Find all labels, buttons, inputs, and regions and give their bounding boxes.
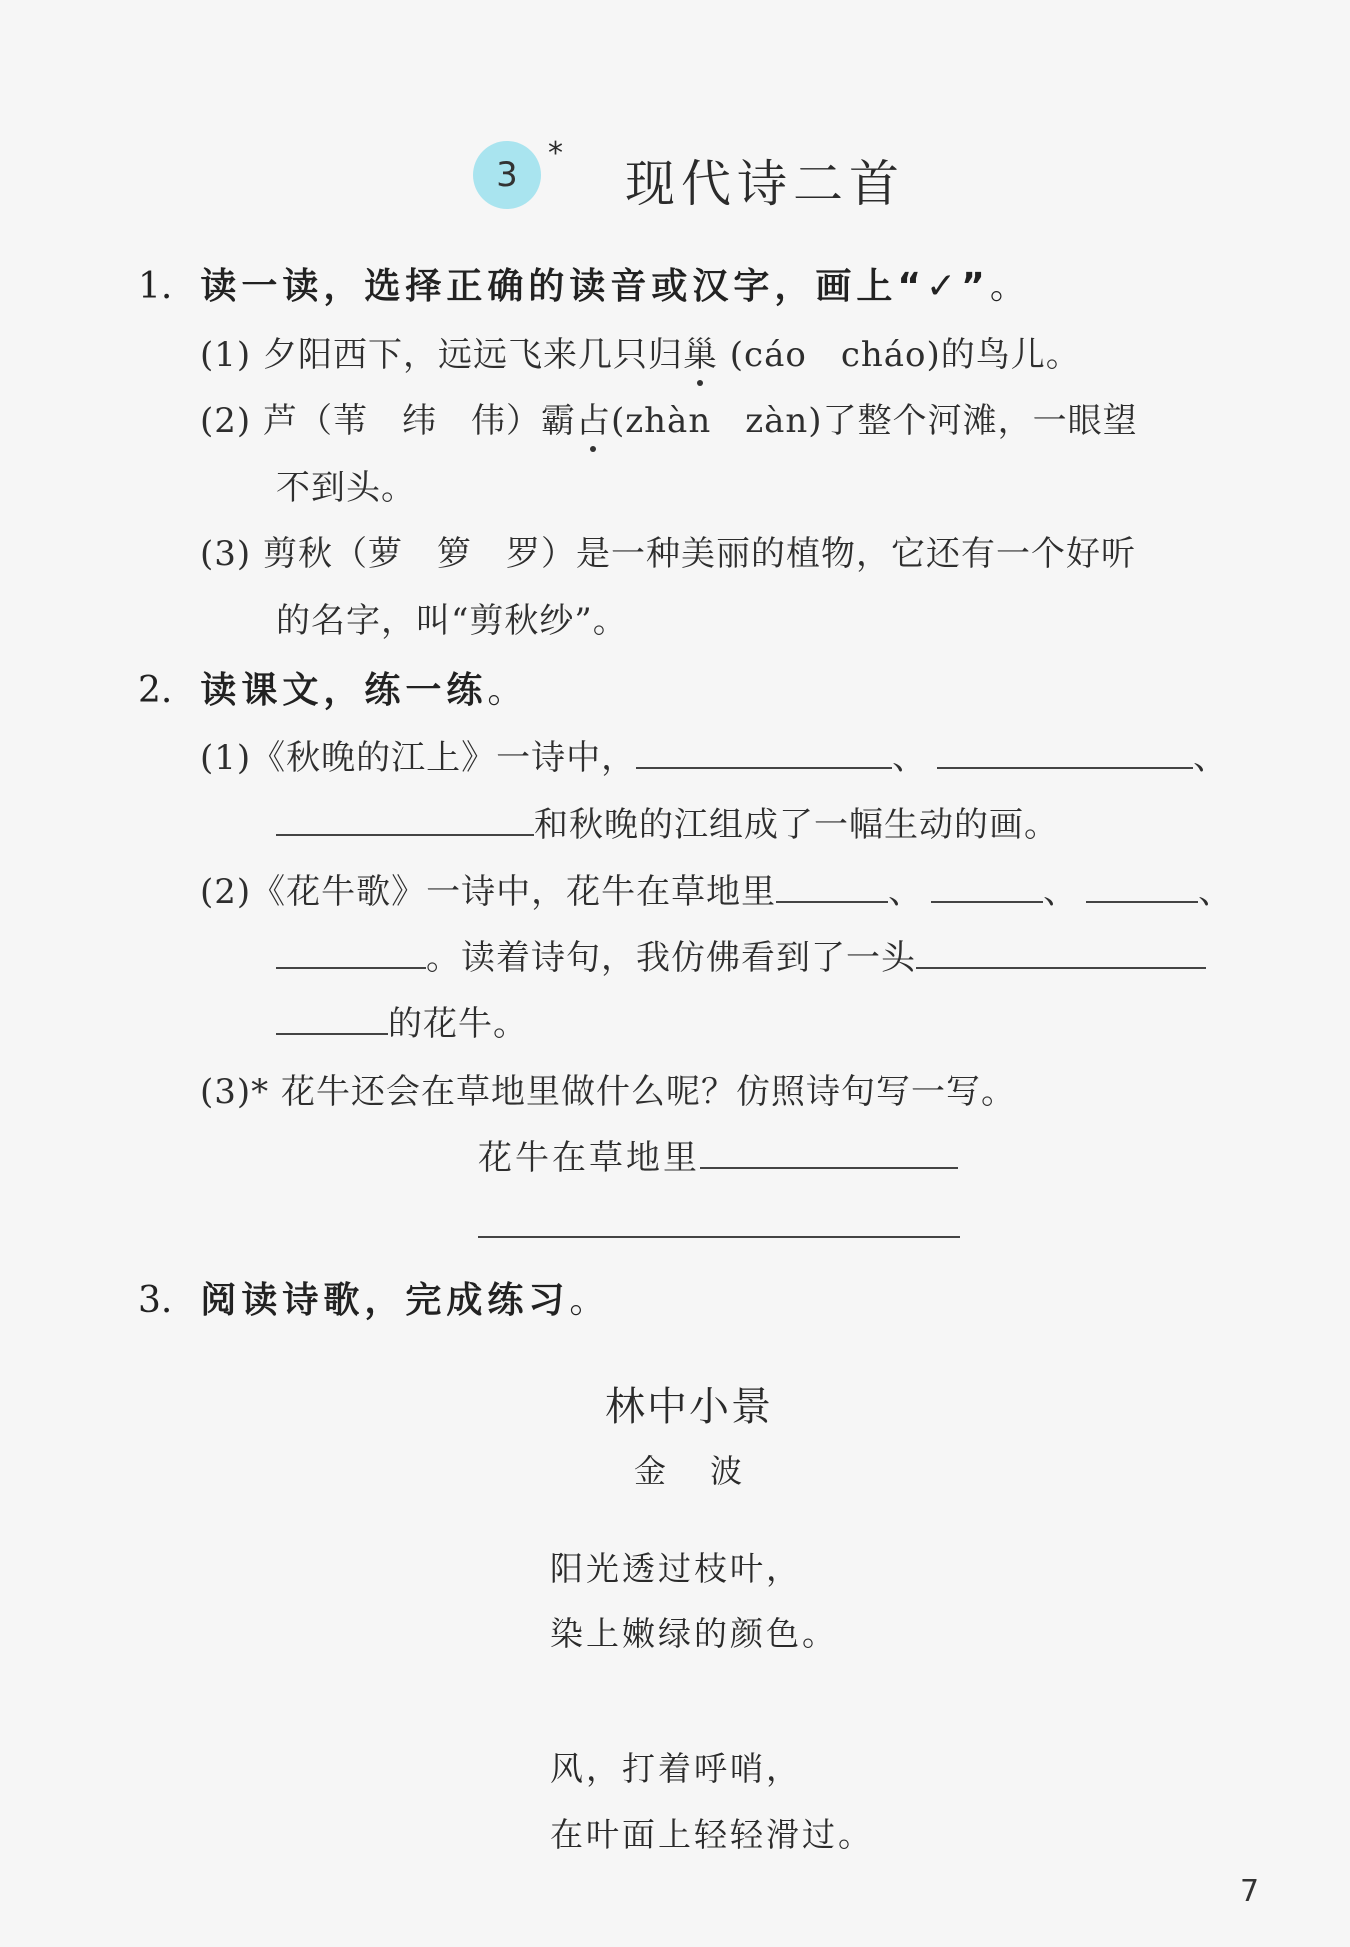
prompt-text: 花牛在草地里 — [478, 1138, 700, 1178]
answer-blank[interactable] — [700, 1137, 958, 1169]
item-text: (1)《秋晚的江上》一诗中， — [200, 738, 637, 778]
separator: 、 — [1193, 738, 1229, 778]
item-text: 。读着诗句，我仿佛看到了一头 — [426, 938, 916, 978]
question-tail: 。 — [989, 266, 1031, 307]
question-number: 2. — [138, 670, 173, 711]
poem-title: 林中小景 — [605, 1384, 773, 1430]
question-tail: 。 — [487, 670, 529, 711]
pinyin-option-2[interactable]: zàn) — [745, 401, 823, 441]
poem-line: 在叶面上轻轻滑过。 — [550, 1815, 874, 1854]
q1-item-1 — [200, 327, 1081, 376]
q2-item-2 — [200, 864, 1233, 913]
item-text: (1) 夕阳西下，远远飞来几只归 — [200, 335, 683, 375]
char-option-3[interactable]: 伟）霸 — [470, 401, 576, 441]
char-option-3[interactable]: 罗）是一种美丽的植物，它还有一个好听 — [505, 534, 1136, 574]
answer-line[interactable] — [478, 1236, 960, 1238]
poem-line: 风，打着呼哨， — [550, 1749, 802, 1788]
poem-line: 阳光透过枝叶， — [550, 1549, 802, 1588]
question-2-heading — [138, 662, 528, 713]
poem-author — [634, 1446, 742, 1492]
question-text: 阅读诗歌，完成练习 — [200, 1280, 570, 1321]
lesson-number-badge: 3 — [473, 141, 541, 209]
author-name-part: 波 — [710, 1452, 743, 1490]
char-option-1[interactable]: (2) 芦（苇 — [200, 401, 368, 441]
item-text-end: 的鸟儿。 — [940, 335, 1081, 375]
author-name-part: 金 — [634, 1452, 667, 1490]
q2-item-1-continued — [276, 797, 1059, 846]
answer-blank[interactable] — [276, 804, 534, 836]
answer-blank[interactable] — [636, 737, 892, 769]
question-3-heading — [138, 1272, 610, 1323]
question-number: 1. — [138, 266, 173, 307]
answer-blank[interactable] — [276, 1003, 388, 1035]
question-text: 读课文，练一练 — [200, 670, 488, 711]
pinyin-option-1[interactable]: (cáo — [729, 335, 807, 375]
answer-blank[interactable] — [931, 871, 1043, 903]
question-text: 读一读，选择正确的读音或汉字，画上“✓” — [200, 266, 990, 307]
question-number: 3. — [138, 1280, 173, 1321]
separator: 、 — [892, 738, 928, 778]
char-option-2[interactable]: 纬 — [401, 401, 437, 441]
answer-blank[interactable] — [937, 737, 1193, 769]
page-number: 7 — [1240, 1874, 1260, 1909]
answer-blank[interactable] — [276, 937, 426, 969]
item-text: (2)《花牛歌》一诗中，花牛在草地里 — [200, 872, 777, 912]
separator: 、 — [1043, 872, 1079, 912]
q2-item-2-continued — [276, 930, 1206, 979]
item-text: 和秋晚的江组成了一幅生动的画。 — [534, 805, 1059, 845]
dotted-character: 巢 — [683, 327, 718, 376]
separator: 、 — [1198, 872, 1234, 912]
question-tail: 。 — [569, 1280, 611, 1321]
lesson-title: 现代诗二首 — [625, 155, 905, 213]
poem-line: 染上嫩绿的颜色。 — [550, 1614, 838, 1653]
q2-item-3-prompt — [478, 1130, 958, 1179]
separator: 、 — [888, 872, 924, 912]
q1-item-3 — [200, 526, 1136, 575]
answer-blank[interactable] — [776, 871, 888, 903]
char-option-2[interactable]: 箩 — [436, 534, 472, 574]
q2-item-1 — [200, 730, 1228, 779]
optional-lesson-star: * — [548, 136, 563, 171]
q1-item-2 — [200, 393, 1138, 442]
answer-blank[interactable] — [1086, 871, 1198, 903]
question-1-heading — [138, 258, 1031, 309]
q1-item-2-continued: 不到头。 — [276, 468, 416, 508]
pinyin-option-1[interactable]: (zhàn — [610, 401, 712, 441]
item-text: 的花牛。 — [388, 1004, 528, 1044]
dotted-character: 占 — [576, 393, 611, 442]
char-option-1[interactable]: (3) 剪秋（萝 — [200, 534, 403, 574]
q2-item-3: (3)* 花牛还会在草地里做什么呢？仿照诗句写一写。 — [200, 1072, 1016, 1112]
pinyin-option-2[interactable]: cháo) — [840, 335, 941, 375]
answer-blank[interactable] — [916, 937, 1206, 969]
q1-item-3-continued: 的名字，叫“剪秋纱”。 — [276, 601, 628, 641]
item-text-end: 了整个河滩，一眼望 — [822, 401, 1138, 441]
q2-item-2-end — [276, 996, 528, 1045]
